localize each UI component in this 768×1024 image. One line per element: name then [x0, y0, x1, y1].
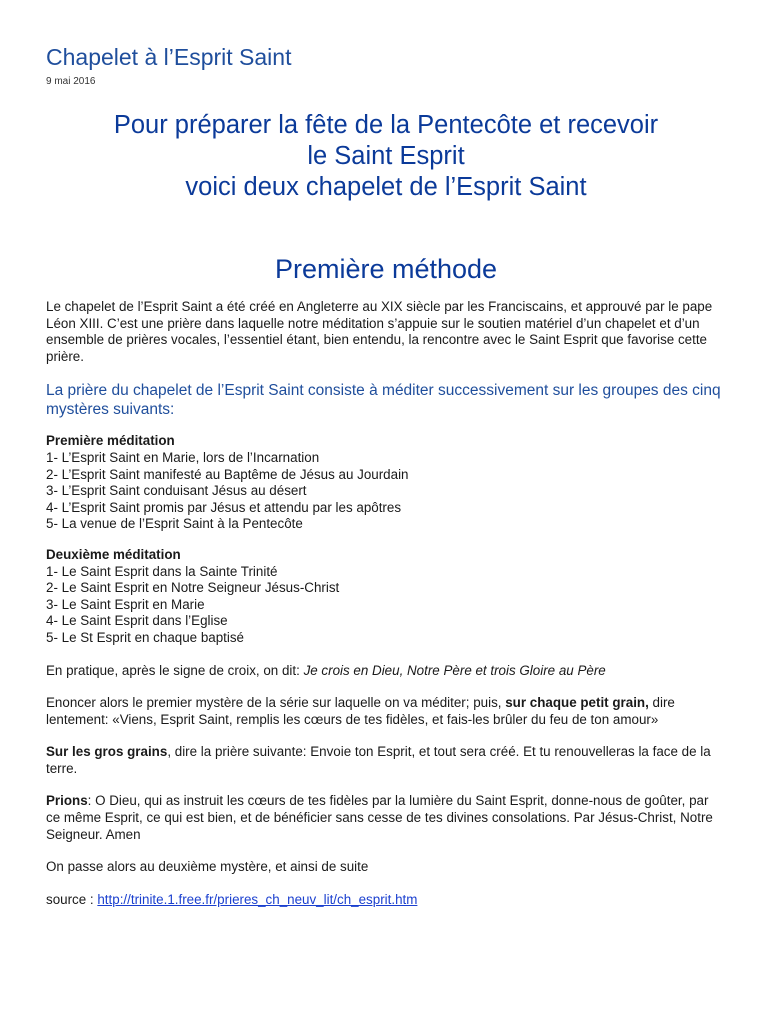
prayer-after: : O Dieu, qui as instruit les cœurs de tes fidèles par la lumière du Saint Esprit, donne-nous de goûter, par ce même Esprit, ce qui est bien, et de bénéficier sans cesse de tes divines consolations. Par Jésus-Christ, Notre Seigneur. Amen [46, 793, 713, 842]
list-item: 2- L’Esprit Saint manifesté au Baptême de Jésus au Jourdain [46, 466, 409, 482]
list-item: 3- Le Saint Esprit en Marie [46, 596, 205, 612]
source-label: source : [46, 891, 98, 907]
meditation-1 [46, 433, 726, 533]
list-item: 5- La venue de l’Esprit Saint à la Pentecôte [46, 516, 303, 532]
big-grains-after: , dire la prière suivante: Envoie ton Esprit, et tout sera créé. Et tu renouvelleras la face de la terre. [46, 744, 711, 776]
big-grains-bold: Sur les gros grains [46, 744, 168, 760]
announce-bold: sur chaque petit grain, [505, 695, 649, 711]
practice-paragraph [46, 663, 726, 680]
list-item: 3- L’Esprit Saint conduisant Jésus au désert [46, 483, 307, 499]
document-page [46, 42, 726, 908]
main-heading-line-1: Pour préparer la fête de la Pentecôte et recevoir [113, 111, 659, 139]
meditation-2-title: Deuxième méditation [46, 546, 181, 562]
meditation-2 [46, 547, 726, 647]
practice-prayers: Je crois en Dieu, Notre Père et trois Gloire au Père [303, 662, 606, 678]
document-title: Chapelet à l’Esprit Saint [46, 44, 292, 70]
main-heading-line-2: le Saint Esprit [307, 142, 465, 170]
meditation-1-list [46, 450, 726, 533]
list-item: 4- L’Esprit Saint promis par Jésus et attendu par les apôtres [46, 499, 402, 515]
meditation-1-title: Première méditation [46, 433, 175, 449]
lead-paragraph: La prière du chapelet de l’Esprit Saint consiste à méditer successivement sur les groupes des cinq mystères suivants: [46, 382, 721, 419]
list-item: 2- Le Saint Esprit en Notre Seigneur Jésus-Christ [46, 580, 340, 596]
document-date: 9 mai 2016 [46, 76, 96, 87]
next-paragraph: On passe alors au deuxième mystère, et ainsi de suite [46, 859, 369, 875]
section-heading: Première méthode [274, 254, 498, 284]
list-item: 5- Le St Esprit en chaque baptisé [46, 629, 245, 645]
list-item: 1- L’Esprit Saint en Marie, lors de l’Incarnation [46, 449, 320, 465]
meditation-2-list [46, 564, 726, 647]
practice-text: En pratique, après le signe de croix, on dit: [46, 662, 304, 678]
list-item: 1- Le Saint Esprit dans la Sainte Trinité [46, 563, 278, 579]
prayer-paragraph [46, 793, 726, 843]
big-grains-paragraph [46, 744, 726, 777]
announce-before: Enoncer alors le premier mystère de la série sur laquelle on va méditer; puis, [46, 695, 506, 711]
intro-paragraph: Le chapelet de l’Esprit Saint a été créé en Angleterre au XIX siècle par les Franciscains, et approuvé par le pape Léon XIII. C’est une prière dans laquelle notre méditation s’appuie sur le soutien matériel d’un chapelet et d’un ensemble de prières vocales, l’essentiel étant, bien entendu, la rencontre avec le Saint Esprit que favorise cette prière. [46, 299, 713, 364]
announce-paragraph [46, 695, 726, 728]
source-link[interactable]: http://trinite.1.free.fr/prieres_ch_neuv_lit/ch_esprit.htm [97, 891, 418, 907]
main-heading [46, 110, 726, 203]
list-item: 4- Le Saint Esprit dans l’Eglise [46, 613, 228, 629]
main-heading-line-3: voici deux chapelet de l’Esprit Saint [185, 173, 587, 201]
prayer-bold: Prions [46, 793, 88, 809]
source-paragraph [46, 892, 726, 909]
announce-after: dire lentement: «Viens, Esprit Saint, remplis les cœurs de tes fidèles, et fais-les brûler du feu de ton amour» [46, 695, 675, 727]
